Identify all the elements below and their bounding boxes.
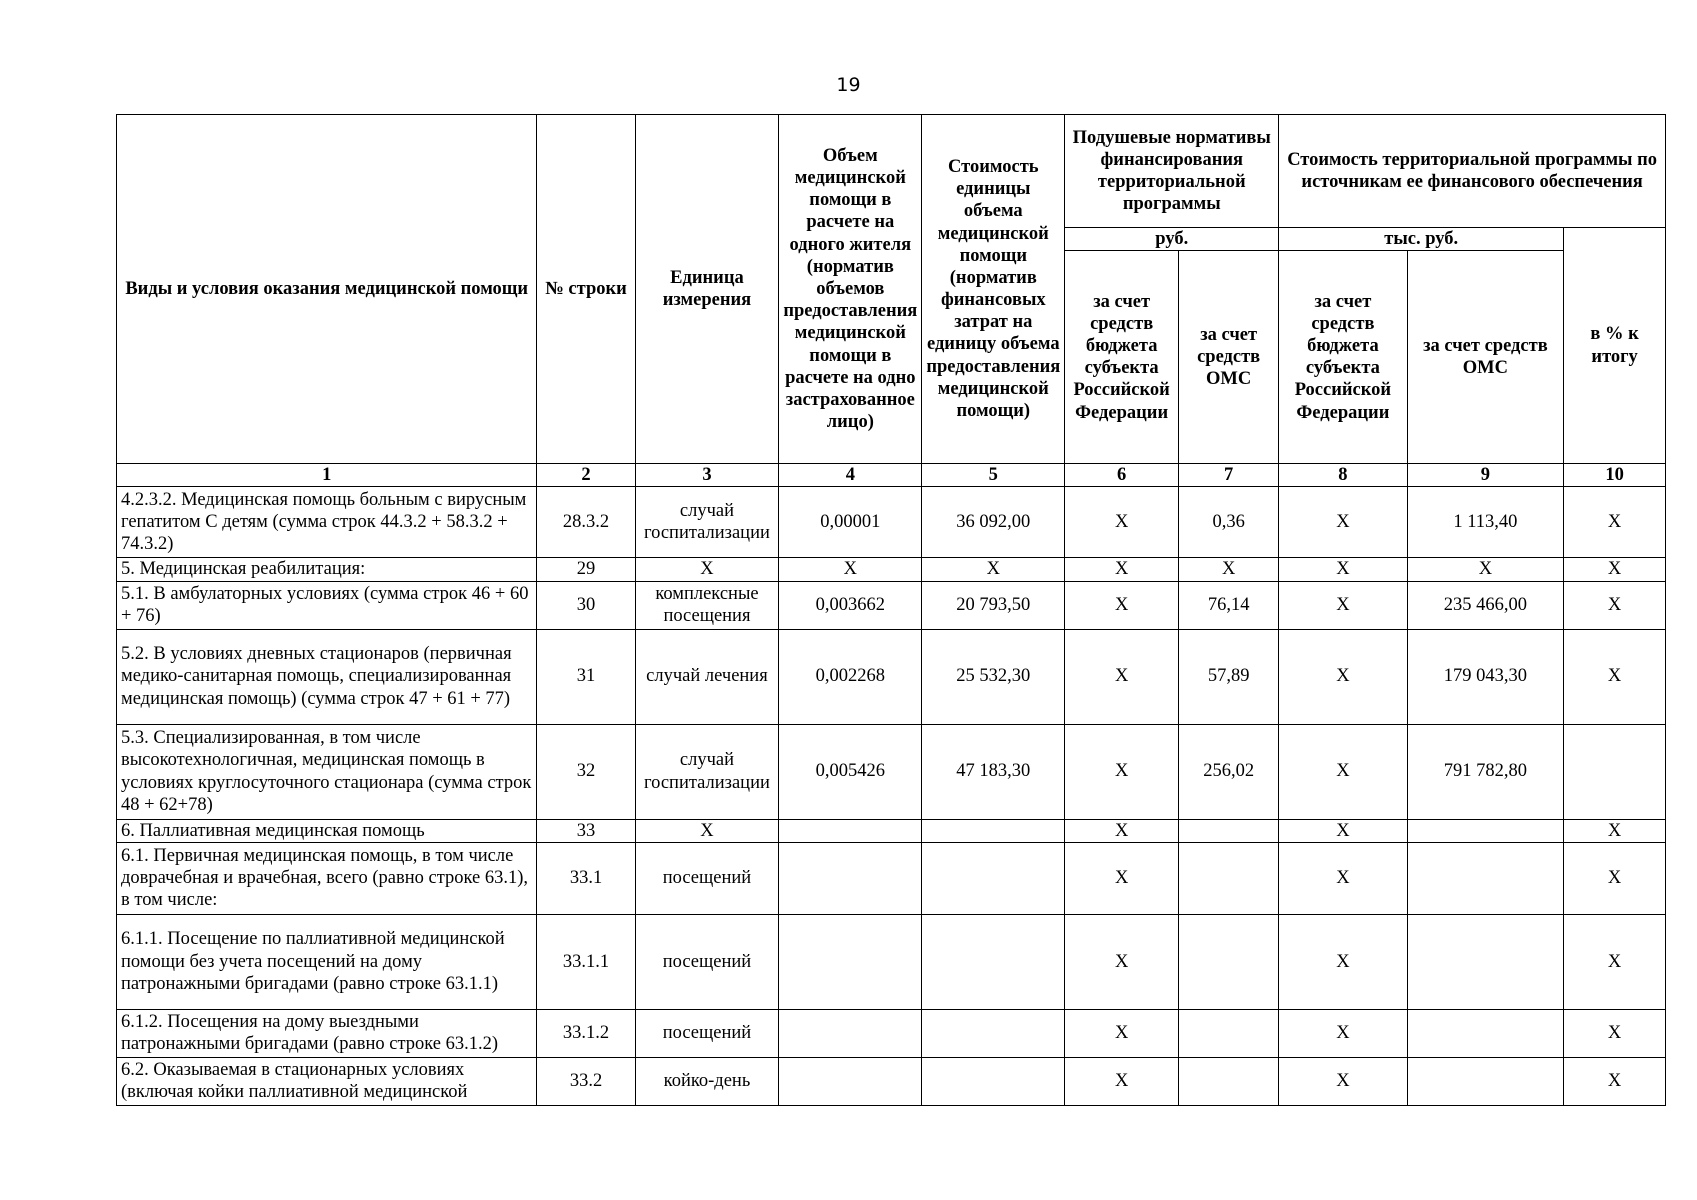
table-row bbox=[117, 558, 1666, 581]
row-per-capita-budget: X bbox=[1065, 629, 1179, 724]
row-unit: койко-день bbox=[635, 1057, 779, 1105]
table-row bbox=[117, 1009, 1666, 1057]
header-per-capita-budget: за счет средств бюджета субъекта Российской Федерации bbox=[1065, 251, 1179, 464]
header-unit-thousand-rub: тыс. руб. bbox=[1279, 228, 1564, 251]
column-number: 2 bbox=[537, 464, 635, 487]
row-per-capita-budget: X bbox=[1065, 914, 1179, 1009]
row-per-capita-oms: 256,02 bbox=[1179, 724, 1279, 819]
row-number: 31 bbox=[537, 629, 635, 724]
row-percent: X bbox=[1564, 1009, 1666, 1057]
row-unit-cost: 36 092,00 bbox=[922, 487, 1065, 558]
row-volume bbox=[779, 819, 922, 842]
table-row bbox=[117, 819, 1666, 842]
row-volume: X bbox=[779, 558, 922, 581]
row-unit-cost bbox=[922, 1057, 1065, 1105]
row-cost-oms: 179 043,30 bbox=[1407, 629, 1564, 724]
row-cost-oms bbox=[1407, 819, 1564, 842]
row-volume bbox=[779, 1057, 922, 1105]
row-volume bbox=[779, 914, 922, 1009]
table-row bbox=[117, 629, 1666, 724]
row-number: 32 bbox=[537, 724, 635, 819]
column-number: 10 bbox=[1564, 464, 1666, 487]
row-unit: X bbox=[635, 558, 779, 581]
row-unit: случай госпитализации bbox=[635, 487, 779, 558]
row-number: 33 bbox=[537, 819, 635, 842]
row-number: 33.1 bbox=[537, 842, 635, 914]
row-unit: посещений bbox=[635, 914, 779, 1009]
column-number-row bbox=[117, 464, 1666, 487]
row-per-capita-oms bbox=[1179, 914, 1279, 1009]
row-per-capita-budget: X bbox=[1065, 724, 1179, 819]
row-per-capita-oms: 0,36 bbox=[1179, 487, 1279, 558]
row-per-capita-oms: 76,14 bbox=[1179, 581, 1279, 629]
column-number: 6 bbox=[1065, 464, 1179, 487]
row-per-capita-oms: 57,89 bbox=[1179, 629, 1279, 724]
row-per-capita-budget: X bbox=[1065, 581, 1179, 629]
row-per-capita-budget: X bbox=[1065, 1057, 1179, 1105]
row-name: 6.1.1. Посещение по паллиативной медицинской помощи без учета посещений на дому патронажными бригадами (равно строке 63.1.1) bbox=[117, 914, 537, 1009]
row-volume bbox=[779, 842, 922, 914]
row-percent: X bbox=[1564, 842, 1666, 914]
row-cost-budget: X bbox=[1279, 581, 1407, 629]
row-per-capita-oms: X bbox=[1179, 558, 1279, 581]
page-number: 19 bbox=[836, 74, 861, 96]
column-number: 3 bbox=[635, 464, 779, 487]
financing-table bbox=[116, 114, 1666, 1106]
row-unit-cost: 47 183,30 bbox=[922, 724, 1065, 819]
row-per-capita-budget: X bbox=[1065, 819, 1179, 842]
row-per-capita-oms bbox=[1179, 842, 1279, 914]
row-number: 30 bbox=[537, 581, 635, 629]
header-cost-oms: за счет средств ОМС bbox=[1407, 251, 1564, 464]
row-percent: X bbox=[1564, 629, 1666, 724]
row-number: 33.1.1 bbox=[537, 914, 635, 1009]
row-number: 33.1.2 bbox=[537, 1009, 635, 1057]
row-unit: X bbox=[635, 819, 779, 842]
row-percent: X bbox=[1564, 914, 1666, 1009]
row-cost-oms: 1 113,40 bbox=[1407, 487, 1564, 558]
row-per-capita-oms bbox=[1179, 1009, 1279, 1057]
row-unit: посещений bbox=[635, 1009, 779, 1057]
row-unit: случай госпитализации bbox=[635, 724, 779, 819]
header-per-capita-group: Подушевые нормативы финансирования территориальной программы bbox=[1065, 115, 1279, 228]
row-unit-cost: 20 793,50 bbox=[922, 581, 1065, 629]
row-cost-oms bbox=[1407, 914, 1564, 1009]
row-unit-cost bbox=[922, 819, 1065, 842]
row-unit-cost: 25 532,30 bbox=[922, 629, 1065, 724]
table-row bbox=[117, 1057, 1666, 1105]
row-volume: 0,005426 bbox=[779, 724, 922, 819]
header-percent-of-total: в % к итогу bbox=[1564, 228, 1666, 464]
row-volume: 0,002268 bbox=[779, 629, 922, 724]
row-cost-budget: X bbox=[1279, 1057, 1407, 1105]
row-per-capita-oms bbox=[1179, 819, 1279, 842]
table-row bbox=[117, 724, 1666, 819]
row-cost-oms: 235 466,00 bbox=[1407, 581, 1564, 629]
row-number: 33.2 bbox=[537, 1057, 635, 1105]
row-unit-cost bbox=[922, 842, 1065, 914]
header-unit-cost: Стоимость единицы объема медицинской помощи (норматив финансовых затрат на единицу объема предоставления медицинской помощи) bbox=[922, 115, 1065, 464]
header-volume: Объем медицинской помощи в расчете на одного жителя (норматив объемов предоставления медицинской помощи в расчете на одно застрахованное лицо) bbox=[779, 115, 922, 464]
row-name: 5. Медицинская реабилитация: bbox=[117, 558, 537, 581]
row-cost-oms: X bbox=[1407, 558, 1564, 581]
row-per-capita-budget: X bbox=[1065, 1009, 1179, 1057]
row-cost-budget: X bbox=[1279, 558, 1407, 581]
row-percent: X bbox=[1564, 819, 1666, 842]
header-row-number: № строки bbox=[537, 115, 635, 464]
row-name: 5.3. Специализированная, в том числе высокотехнологичная, медицинская помощь в условиях круглосуточного стационара (сумма строк 48 + 62+78) bbox=[117, 724, 537, 819]
row-name: 6. Паллиативная медицинская помощь bbox=[117, 819, 537, 842]
row-cost-oms bbox=[1407, 842, 1564, 914]
header-program-cost-group: Стоимость территориальной программы по источникам ее финансового обеспечения bbox=[1279, 115, 1666, 228]
table-row bbox=[117, 914, 1666, 1009]
row-per-capita-oms bbox=[1179, 1057, 1279, 1105]
row-percent: X bbox=[1564, 558, 1666, 581]
row-cost-oms: 791 782,80 bbox=[1407, 724, 1564, 819]
row-name: 6.1.2. Посещения на дому выездными патронажными бригадами (равно строке 63.1.2) bbox=[117, 1009, 537, 1057]
row-cost-budget: X bbox=[1279, 1009, 1407, 1057]
header-kinds-of-care: Виды и условия оказания медицинской помощи bbox=[117, 115, 537, 464]
row-unit: случай лечения bbox=[635, 629, 779, 724]
row-unit: посещений bbox=[635, 842, 779, 914]
row-name: 4.2.3.2. Медицинская помощь больным с вирусным гепатитом С детям (сумма строк 44.3.2 + 58.3.2 + 74.3.2) bbox=[117, 487, 537, 558]
row-cost-budget: X bbox=[1279, 819, 1407, 842]
row-number: 28.3.2 bbox=[537, 487, 635, 558]
column-number: 5 bbox=[922, 464, 1065, 487]
table-row bbox=[117, 581, 1666, 629]
header-unit: Единица измерения bbox=[635, 115, 779, 464]
table-row bbox=[117, 487, 1666, 558]
column-number: 8 bbox=[1279, 464, 1407, 487]
row-unit-cost bbox=[922, 914, 1065, 1009]
header-unit-rub: руб. bbox=[1065, 228, 1279, 251]
row-per-capita-budget: X bbox=[1065, 558, 1179, 581]
row-name: 6.2. Оказываемая в стационарных условиях (включая койки паллиативной медицинской bbox=[117, 1057, 537, 1105]
row-percent: X bbox=[1564, 1057, 1666, 1105]
row-unit: комплексные посещения bbox=[635, 581, 779, 629]
table-row bbox=[117, 842, 1666, 914]
row-cost-budget: X bbox=[1279, 914, 1407, 1009]
row-percent bbox=[1564, 724, 1666, 819]
row-cost-oms bbox=[1407, 1009, 1564, 1057]
column-number: 9 bbox=[1407, 464, 1564, 487]
column-number: 4 bbox=[779, 464, 922, 487]
row-percent: X bbox=[1564, 581, 1666, 629]
row-cost-budget: X bbox=[1279, 724, 1407, 819]
row-number: 29 bbox=[537, 558, 635, 581]
row-name: 5.2. В условиях дневных стационаров (первичная медико-санитарная помощь, специализированная медицинская помощь) (сумма строк 47 + 61 + 77) bbox=[117, 629, 537, 724]
row-percent: X bbox=[1564, 487, 1666, 558]
row-unit-cost: X bbox=[922, 558, 1065, 581]
row-name: 6.1. Первичная медицинская помощь, в том числе доврачебная и врачебная, всего (равно строке 63.1), в том числе: bbox=[117, 842, 537, 914]
row-cost-budget: X bbox=[1279, 629, 1407, 724]
row-per-capita-budget: X bbox=[1065, 487, 1179, 558]
row-unit-cost bbox=[922, 1009, 1065, 1057]
row-cost-oms bbox=[1407, 1057, 1564, 1105]
header-row-1 bbox=[117, 115, 1666, 228]
row-cost-budget: X bbox=[1279, 487, 1407, 558]
header-per-capita-oms: за счет средств ОМС bbox=[1179, 251, 1279, 464]
row-per-capita-budget: X bbox=[1065, 842, 1179, 914]
header-cost-budget: за счет средств бюджета субъекта Российской Федерации bbox=[1279, 251, 1407, 464]
row-cost-budget: X bbox=[1279, 842, 1407, 914]
column-number: 1 bbox=[117, 464, 537, 487]
column-number: 7 bbox=[1179, 464, 1279, 487]
row-name: 5.1. В амбулаторных условиях (сумма строк 46 + 60 + 76) bbox=[117, 581, 537, 629]
row-volume: 0,003662 bbox=[779, 581, 922, 629]
row-volume bbox=[779, 1009, 922, 1057]
row-volume: 0,00001 bbox=[779, 487, 922, 558]
